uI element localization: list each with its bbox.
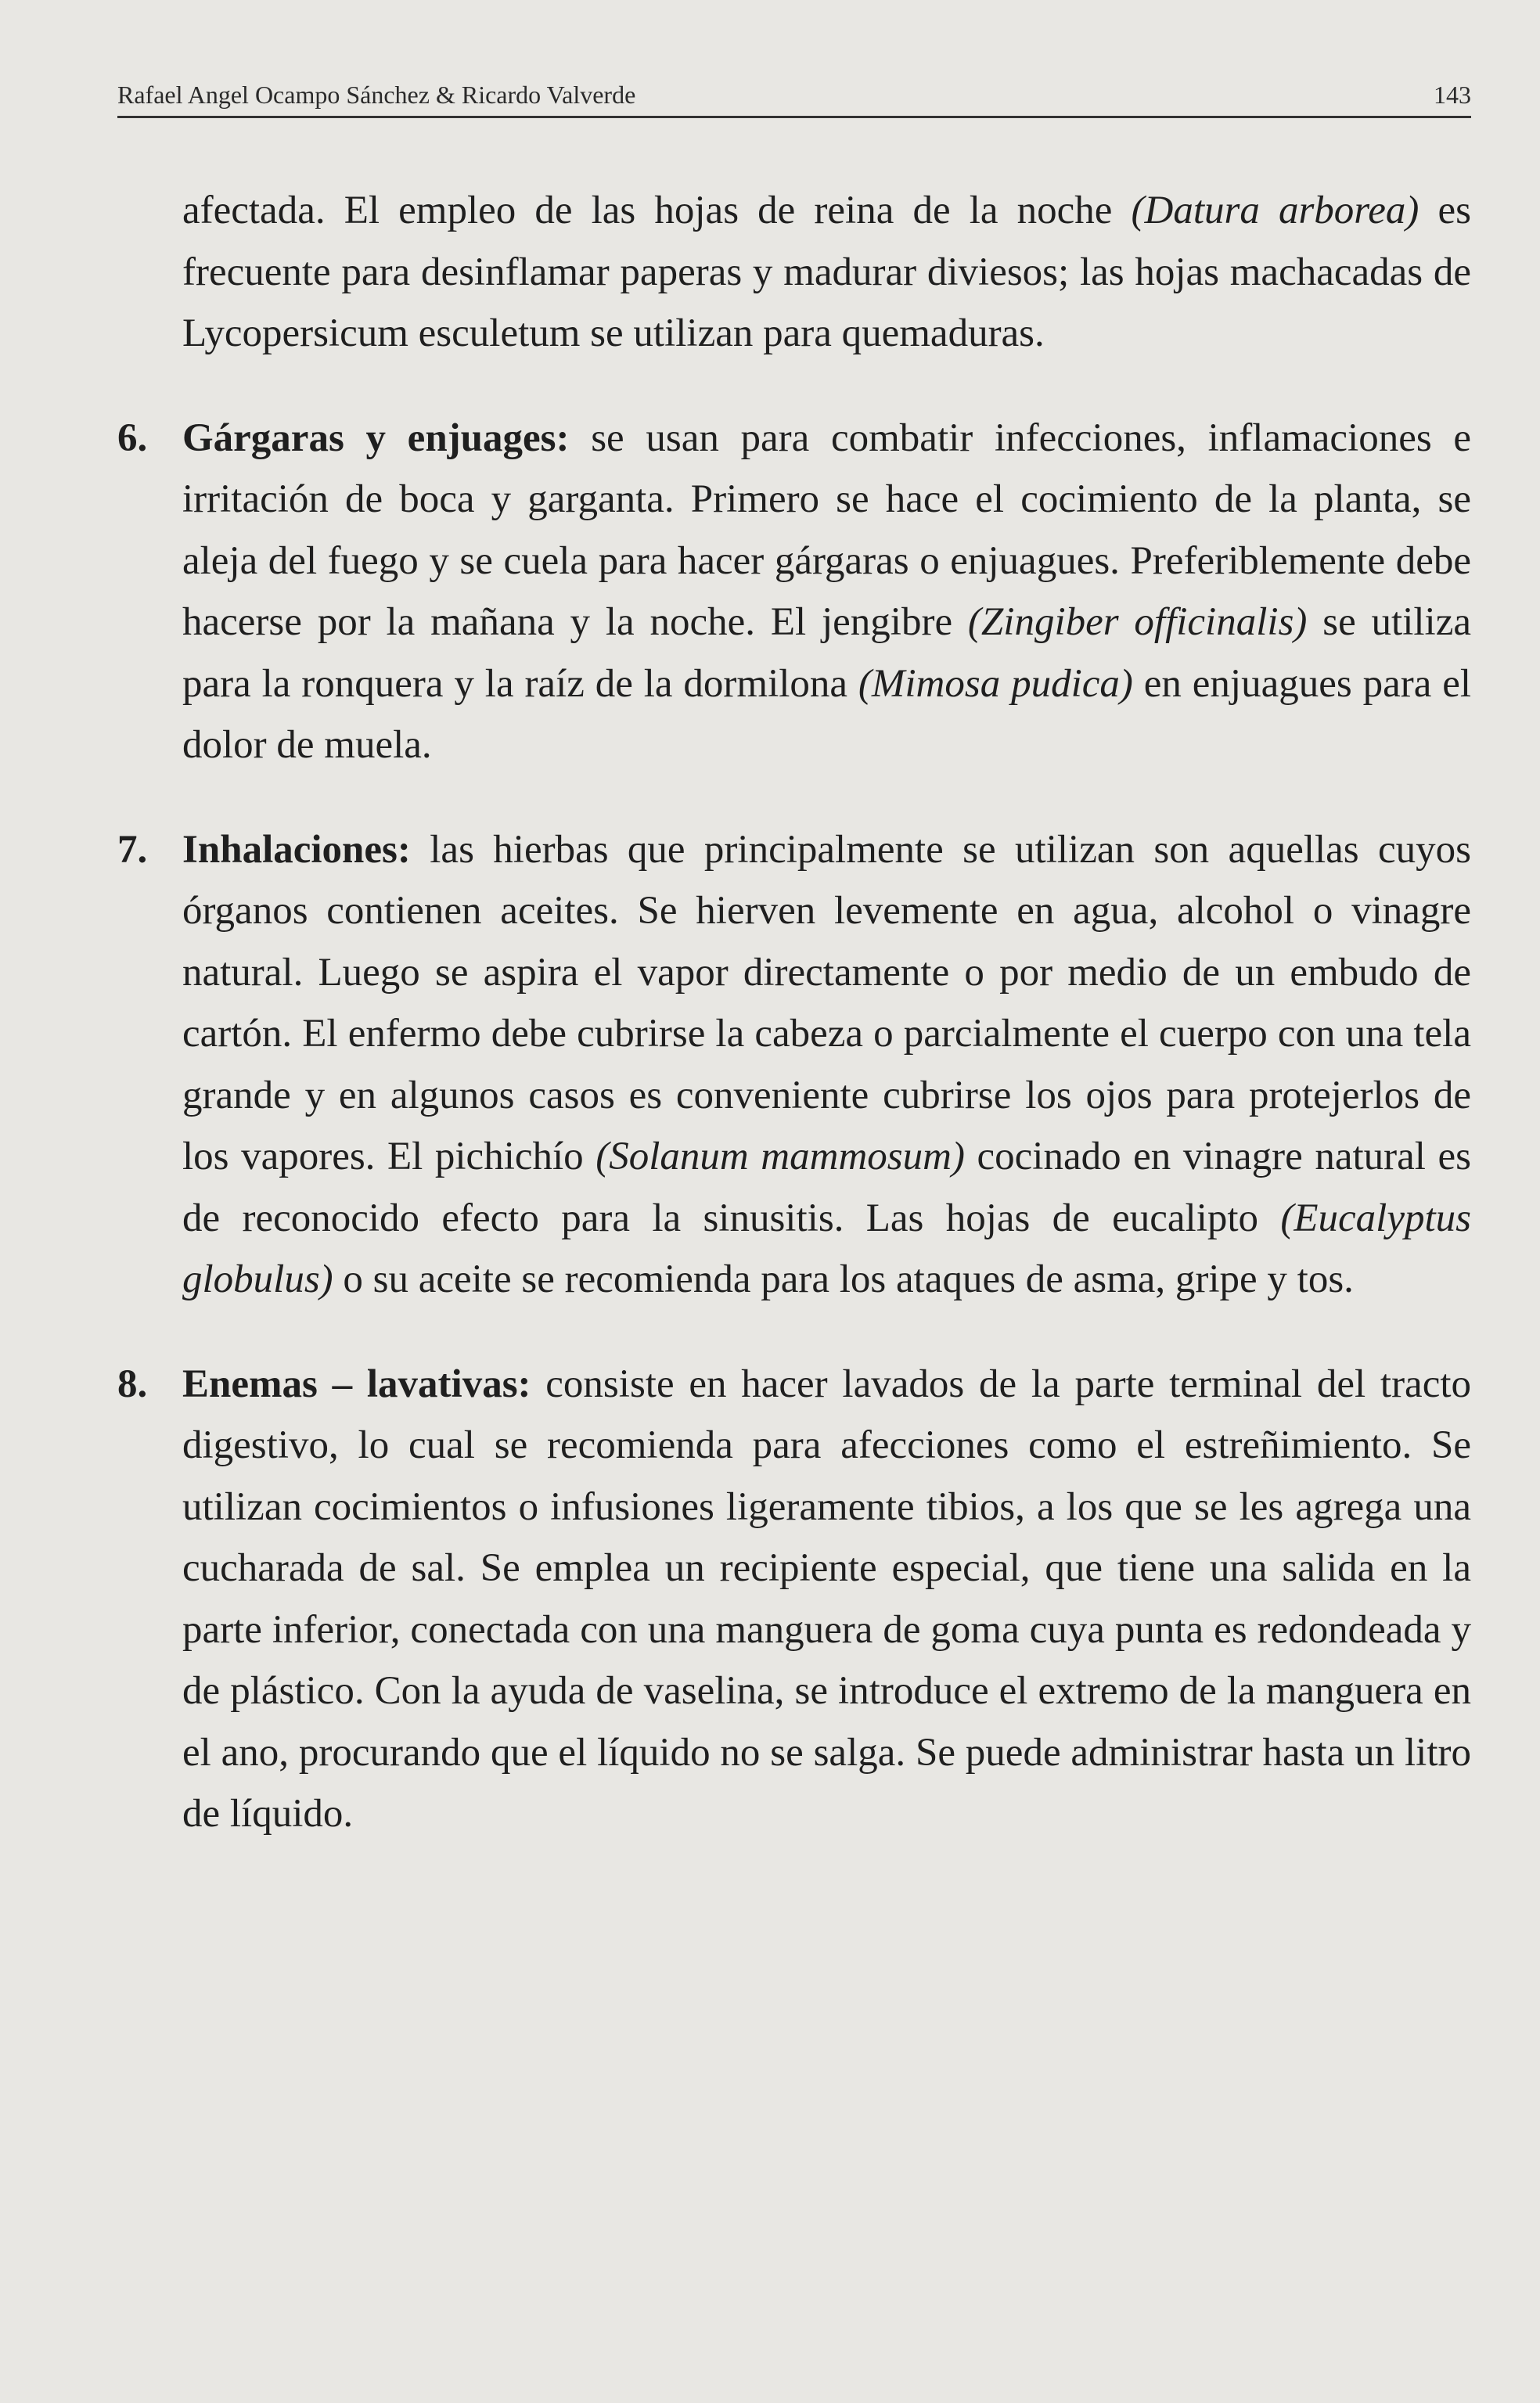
item-term: Gárgaras y enjuages:: [182, 415, 570, 460]
item-text: las hierbas que principalmente se utilizan son aquellas cuyos órganos contienen aceites. Se hierven levemente en agua, alcohol o vinagre natural. Luego se aspira el vapor directamente o por medio de un embudo de cartón. El enfermo debe cubrirse la cabeza o parcialmente el cuerpo con una tela grande y en algunos casos es conveniente cubrirse los ojos para protejerlos de los vapores. El pichichío: [182, 827, 1471, 1178]
item-text: se utiliza para la ronquera y la raíz de la dormilona: [182, 600, 1471, 706]
list-item-inhalaciones: [117, 819, 1471, 1311]
species-mimosa-pudica: (Mimosa pudica): [858, 661, 1133, 706]
running-header: [117, 78, 1471, 118]
species-solanum-mammosum: (Solanum mammosum): [595, 1135, 965, 1178]
intro-paragraph: [117, 180, 1471, 365]
item-text: o su aceite se recomienda para los ataques de asma, gripe y tos.: [333, 1257, 1354, 1301]
body-text: [117, 180, 1471, 1845]
species-zingiber-officinalis: (Zingiber officinalis): [967, 600, 1308, 644]
item-term: Inhalaciones:: [182, 827, 411, 872]
item-text: en enjuagues para el dolor de muela.: [182, 661, 1472, 767]
species-eucalyptus-globulus: (Eucalyptus globulus): [182, 1196, 1471, 1301]
page-number: 143: [1434, 81, 1471, 109]
item-text: cocinado en vinagre natural es de reconocido efecto para la sinusitis. Las hojas de eucalipto: [182, 1135, 1471, 1240]
list-item-enemas: [117, 1354, 1471, 1845]
intro-text-2: es frecuente para desinflamar paperas y madurar diviesos; las hojas machacadas de Lycopersicum esculetum se utilizan para quemaduras.: [182, 189, 1471, 355]
item-text: se usan para combatir infecciones, inflamaciones e irritación de boca y garganta. Primero se hace el cocimiento de la planta, se aleja del fuego y se cuela para hacer gárgaras o enjuagues. Preferiblemente debe hacerse por la mañana y la noche. El jengibre: [182, 415, 1472, 644]
list-item-gargaras: [117, 408, 1471, 776]
item-number: 8.: [117, 1362, 148, 1406]
item-number: 7.: [117, 827, 148, 872]
intro-text-1: afectada. El empleo de las hojas de reina de la noche: [182, 189, 1132, 232]
item-text: consiste en hacer lavados de la parte terminal del tracto digestivo, lo cual se recomienda para afecciones como el estreñimiento. Se utilizan cocimientos o infusiones ligeramente tibios, a los que se les agrega una cucharada de sal. Se emplea un recipiente especial, que tiene una salida en la parte inferior, conectada con una manguera de goma cuya punta es redondeada y de plástico. Con la ayuda de vaselina, se introduce el extremo de la manguera en el ano, procurando que el líquido no se salga. Se puede administrar hasta un litro de líquido.: [182, 1362, 1471, 1836]
header-authors: Rafael Angel Ocampo Sánchez & Ricardo Valverde: [117, 81, 636, 109]
item-term: Enemas – lavativas:: [182, 1362, 531, 1406]
species-datura-arborea: (Datura arborea): [1131, 189, 1419, 232]
item-number: 6.: [117, 415, 148, 460]
